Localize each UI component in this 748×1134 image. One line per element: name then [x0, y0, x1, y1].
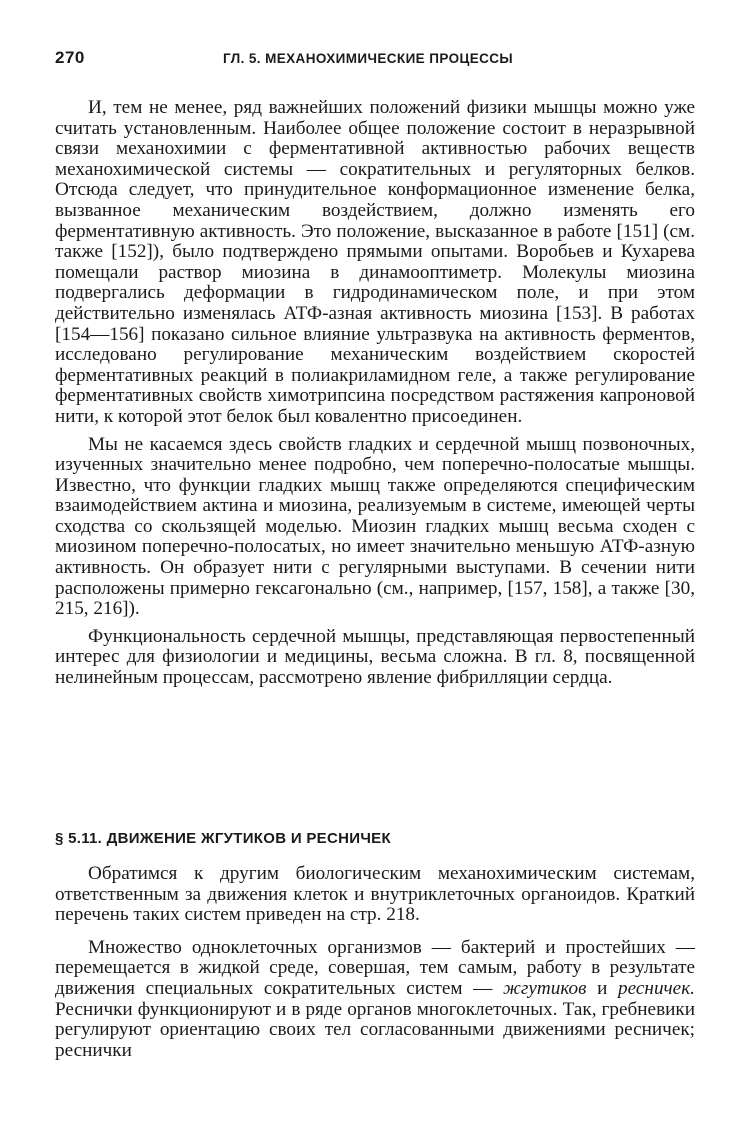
paragraph: Функциональность сердечной мышцы, представляющая первостепенный интерес для физиологии и медицины, весьма сложна. В гл. 8, посвященной нелинейным процессам, рассмотрено явление фибрилляции сердца.: [55, 625, 695, 689]
paragraph: Мы не касаемся здесь свойств гладких и сердечной мышц позвоночных, изученных значительно менее подробно, чем поперечно-полосатые мышцы. Известно, что функции гладких мышц также определяются специфическим взаимодействием актина и миозина, реализуемым в системе, имеющей черты сходства со скользящей моделью. Миозин гладких мышц весьма сходен с миозином поперечно-полосатых, но имеет значительно меньшую АТФ-азную активность. Он образует нити с регулярными выступами. В сечении нити расположены примерно гексагонально (см., например, [157, 158], а также [30, 215, 216]).: [55, 433, 695, 620]
section-heading: § 5.11. ДВИЖЕНИЕ ЖГУТИКОВ И РЕСНИЧЕК: [55, 830, 391, 847]
page-number: 270: [55, 48, 85, 67]
chapter-title: ГЛ. 5. МЕХАНОХИМИЧЕСКИЕ ПРОЦЕССЫ: [223, 51, 514, 66]
paragraph-text: и: [586, 977, 619, 999]
term-cilia: ресничек.: [618, 977, 695, 999]
paragraph-text: Реснички функционируют и в ряде органов многоклеточных. Так, гребневики регулируют ориентацию своих тел согласованными движениями ресничек; реснички: [55, 998, 695, 1061]
paragraph-text: Множество одноклеточных организмов — бактерий и простейших — перемещается в жидкой среде, совершая, тем самым, работу в результате движения специальных сократительных систем —: [55, 936, 695, 999]
term-flagella: жгутиков: [503, 977, 587, 999]
main-text: [55, 98, 695, 689]
paragraph: [55, 938, 695, 1062]
paragraph: Обратимся к другим биологическим механохимическим системам, ответственным за движения клеток и внутриклеточных органоидов. Краткий перечень таких систем приведен на стр. 218.: [55, 863, 695, 926]
running-head: [55, 48, 695, 78]
section-text: [55, 864, 695, 1061]
paragraph: И, тем не менее, ряд важнейших положений физики мышцы можно уже считать установленным. Наиболее общее положение состоит в неразрывной связи механохимии с ферментативной активностью рабочих веществ механохимической системы — сократительных и регуляторных белков. Отсюда следует, что принудительное конформационное изменение белка, вызванное механическим воздействием, должно изменять его ферментативную активность. Это положение, высказанное в работе [151] (см. также [152]), было подтверждено прямыми опытами. Воробьев и Кухарева помещали раствор миозина в динамооптиметр. Молекулы миозина подвергались деформации в гидродинамическом поле, и при этом действительно изменялась АТФ-азная активность миозина [153]. В работах [154—156] показано сильное влияние ультразвука на активность ферментов, исследовано регулирование механическим воздействием скоростей ферментативных реакций в полиакриламидном геле, а также регулирование ферментативных свойств химотрипсина посредством растяжения капроновой нити, к которой этот белок был ковалентно присоединен.: [55, 97, 695, 427]
